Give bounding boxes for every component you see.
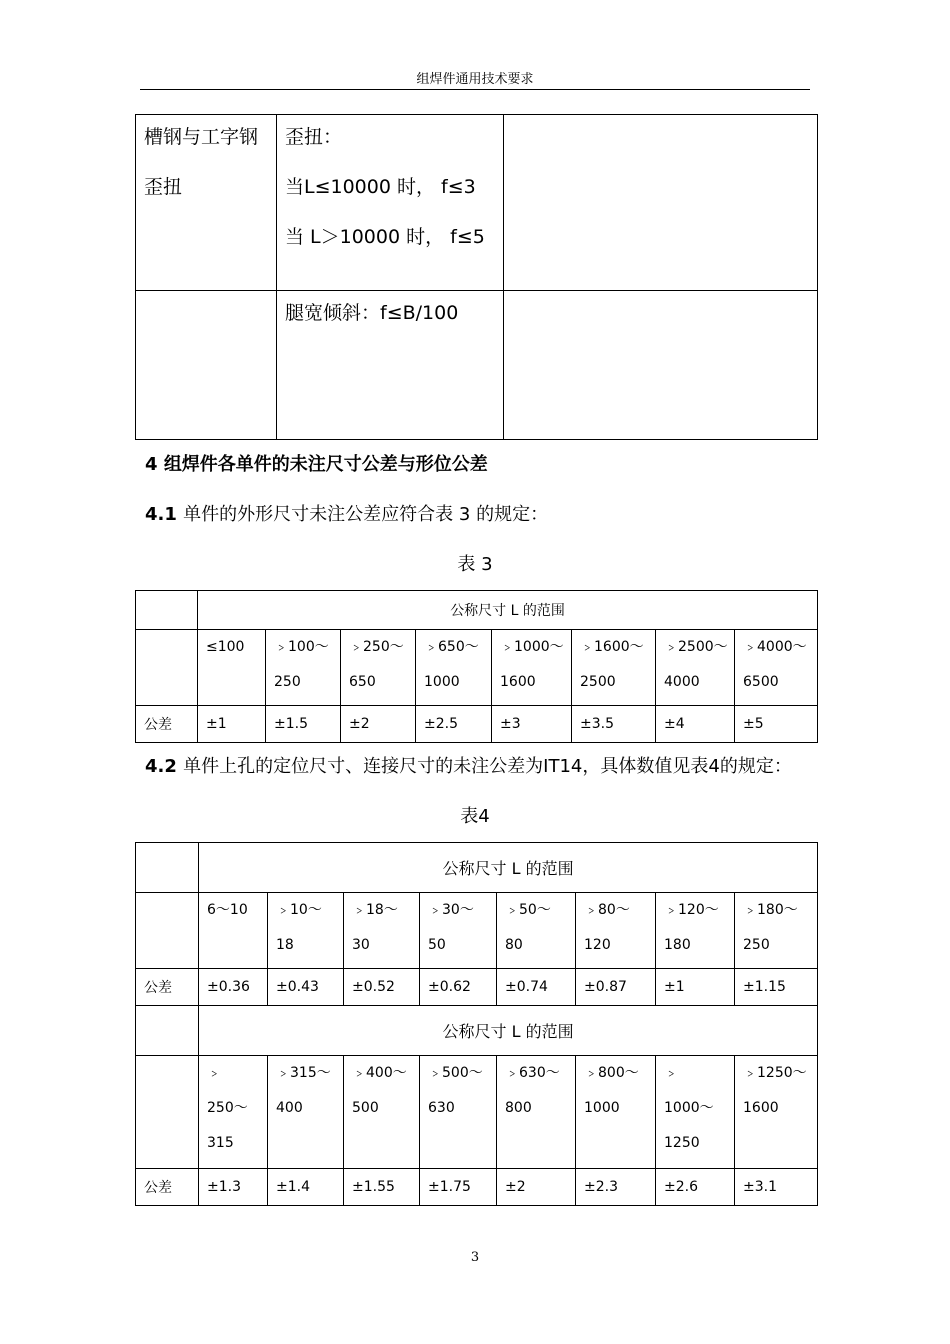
tolerance-cell: ±0.52 — [344, 969, 420, 1006]
item-cell — [136, 291, 277, 440]
range-line: ﹥ — [207, 1065, 221, 1081]
tolerance-cell: ±1.55 — [344, 1169, 420, 1206]
range-row — [136, 1056, 818, 1169]
item-line: 槽钢与工字钢 — [144, 126, 259, 148]
range-line: 630 — [428, 1100, 455, 1116]
item-line: 歪扭 — [144, 176, 183, 198]
range-row — [136, 893, 818, 969]
range-line: ﹥4000～ — [743, 639, 807, 655]
range-line: ﹥80～ — [584, 902, 630, 918]
range-line: ﹥2500～ — [664, 639, 728, 655]
page-header: 组焊件通用技术要求 — [140, 70, 810, 90]
range-line: 1250 — [664, 1135, 700, 1151]
size-tolerance-table — [135, 590, 818, 743]
tolerance-cell: ±0.43 — [268, 969, 344, 1006]
tolerance-cell: ±1 — [198, 706, 266, 743]
tolerance-cell: ±2 — [497, 1169, 576, 1206]
requirement-cell — [277, 115, 504, 291]
tolerance-cell: ±4 — [656, 706, 735, 743]
page-number: 3 — [470, 1250, 480, 1265]
range-cell — [735, 893, 818, 969]
tolerance-cell: ±1.3 — [199, 1169, 268, 1206]
tolerance-cell: ±2.5 — [416, 706, 492, 743]
tolerance-cell: ±2 — [341, 706, 416, 743]
range-line: ﹥30～ — [428, 902, 474, 918]
range-cell — [572, 630, 656, 706]
tolerance-cell: ±3 — [492, 706, 572, 743]
range-line: ﹥315～ — [276, 1065, 331, 1081]
section-heading — [145, 752, 792, 778]
section-number: 4.1 — [145, 504, 177, 525]
range-cell — [656, 893, 735, 969]
tolerance-cell: ±0.74 — [497, 969, 576, 1006]
range-line: 6500 — [743, 674, 779, 690]
range-line: 30 — [352, 937, 370, 953]
range-line: 4000 — [664, 674, 700, 690]
range-cell — [344, 893, 420, 969]
range-line: ﹥650～ — [424, 639, 479, 655]
range-line: 2500 — [580, 674, 616, 690]
tolerance-row — [136, 706, 818, 743]
blank-cell — [504, 115, 818, 291]
range-cell — [268, 1056, 344, 1169]
tolerance-cell: ±1.5 — [266, 706, 341, 743]
range-line: ﹥800～ — [584, 1065, 639, 1081]
section-title: 单件上孔的定位尺寸、连接尺寸的未注公差为IT14，具体数值见表4的规定： — [183, 756, 792, 777]
range-line: 800 — [505, 1100, 532, 1116]
range-cell — [656, 630, 735, 706]
requirement-line: 当 L＞10000 时， f≤5 — [285, 226, 485, 248]
range-line: ﹥250～ — [349, 639, 404, 655]
tolerance-cell: ±1.75 — [420, 1169, 497, 1206]
row-label: 公差 — [136, 706, 198, 743]
requirement-cell — [277, 291, 504, 440]
twist-table — [135, 114, 818, 440]
hole-tolerance-table — [135, 842, 818, 1206]
column-header: 公称尺寸 L 的范围 — [199, 843, 818, 893]
range-cell — [199, 1056, 268, 1169]
section-title: 组焊件各单件的未注尺寸公差与形位公差 — [163, 454, 488, 475]
table-row — [136, 291, 818, 440]
table-row — [136, 115, 818, 291]
table-caption: 表4 — [460, 806, 490, 827]
corner-cell — [136, 1056, 199, 1169]
tolerance-cell: ±0.87 — [576, 969, 656, 1006]
range-line: 6～10 — [207, 902, 248, 918]
range-line: 1000～ — [664, 1100, 714, 1116]
tolerance-cell: ±1 — [656, 969, 735, 1006]
range-line: ﹥100～ — [274, 639, 329, 655]
tolerance-cell: ±3.5 — [572, 706, 656, 743]
range-line: ﹥18～ — [352, 902, 398, 918]
section-title: 单件的外形尺寸未注公差应符合表 3 的规定： — [183, 504, 549, 525]
range-cell — [497, 893, 576, 969]
range-line: ﹥1000～ — [500, 639, 564, 655]
range-line: ﹥50～ — [505, 902, 551, 918]
range-line: ﹥630～ — [505, 1065, 560, 1081]
range-line: 250 — [274, 674, 301, 690]
range-line: ﹥10～ — [276, 902, 322, 918]
range-cell — [268, 893, 344, 969]
section-heading — [145, 500, 548, 526]
tolerance-cell: ±0.36 — [199, 969, 268, 1006]
range-line: 250 — [743, 937, 770, 953]
range-line: ≤100 — [206, 639, 245, 655]
range-line: ﹥400～ — [352, 1065, 407, 1081]
range-line: 1000 — [584, 1100, 620, 1116]
range-line: 500 — [352, 1100, 379, 1116]
range-cell — [416, 630, 492, 706]
range-line: 180 — [664, 937, 691, 953]
corner-cell — [136, 630, 198, 706]
range-cell — [420, 893, 497, 969]
range-line: ﹥1600～ — [580, 639, 644, 655]
range-line: 650 — [349, 674, 376, 690]
range-cell — [492, 630, 572, 706]
row-label: 公差 — [136, 1169, 199, 1206]
corner-cell — [136, 843, 199, 893]
range-line: 250～ — [207, 1100, 248, 1116]
table-caption: 表 3 — [457, 554, 493, 575]
range-line: 1000 — [424, 674, 460, 690]
section-number: 4 — [145, 454, 158, 475]
range-cell — [344, 1056, 420, 1169]
blank-cell — [504, 291, 818, 440]
row-label: 公差 — [136, 969, 199, 1006]
item-cell — [136, 115, 277, 291]
range-line: ﹥1250～ — [743, 1065, 807, 1081]
tolerance-cell: ±0.62 — [420, 969, 497, 1006]
range-cell — [656, 1056, 735, 1169]
range-line: 400 — [276, 1100, 303, 1116]
tolerance-cell: ±1.15 — [735, 969, 818, 1006]
tolerance-row — [136, 1169, 818, 1206]
range-line: 120 — [584, 937, 611, 953]
section-number: 4.2 — [145, 756, 177, 777]
range-line: ﹥180～ — [743, 902, 798, 918]
table-header-row — [136, 591, 818, 630]
range-cell — [341, 630, 416, 706]
tolerance-cell: ±5 — [735, 706, 818, 743]
section-heading — [145, 450, 488, 476]
range-row — [136, 630, 818, 706]
tolerance-cell: ±3.1 — [735, 1169, 818, 1206]
range-line: 80 — [505, 937, 523, 953]
requirement-line: 歪扭： — [285, 126, 343, 148]
range-cell — [420, 1056, 497, 1169]
corner-cell — [136, 1006, 199, 1056]
range-cell — [497, 1056, 576, 1169]
range-cell — [576, 893, 656, 969]
range-line: 1600 — [743, 1100, 779, 1116]
range-cell — [576, 1056, 656, 1169]
range-line: 50 — [428, 937, 446, 953]
column-header: 公称尺寸 L 的范围 — [198, 591, 818, 630]
range-cell — [199, 893, 268, 969]
corner-cell — [136, 893, 199, 969]
column-header: 公称尺寸 L 的范围 — [199, 1006, 818, 1056]
range-cell — [735, 1056, 818, 1169]
tolerance-cell: ±2.3 — [576, 1169, 656, 1206]
table-header-row — [136, 843, 818, 893]
range-line: ﹥ — [664, 1065, 678, 1081]
range-line: 18 — [276, 937, 294, 953]
range-line: 1600 — [500, 674, 536, 690]
tolerance-cell: ±2.6 — [656, 1169, 735, 1206]
range-cell — [198, 630, 266, 706]
requirement-line: 腿宽倾斜：f≤B/100 — [285, 302, 459, 324]
requirement-line: 当L≤10000 时， f≤3 — [285, 176, 476, 198]
tolerance-row — [136, 969, 818, 1006]
range-cell — [266, 630, 341, 706]
tolerance-cell: ±1.4 — [268, 1169, 344, 1206]
range-line: 315 — [207, 1135, 234, 1151]
range-line: ﹥500～ — [428, 1065, 483, 1081]
table-header-row — [136, 1006, 818, 1056]
range-cell — [735, 630, 818, 706]
corner-cell — [136, 591, 198, 630]
range-line: ﹥120～ — [664, 902, 719, 918]
